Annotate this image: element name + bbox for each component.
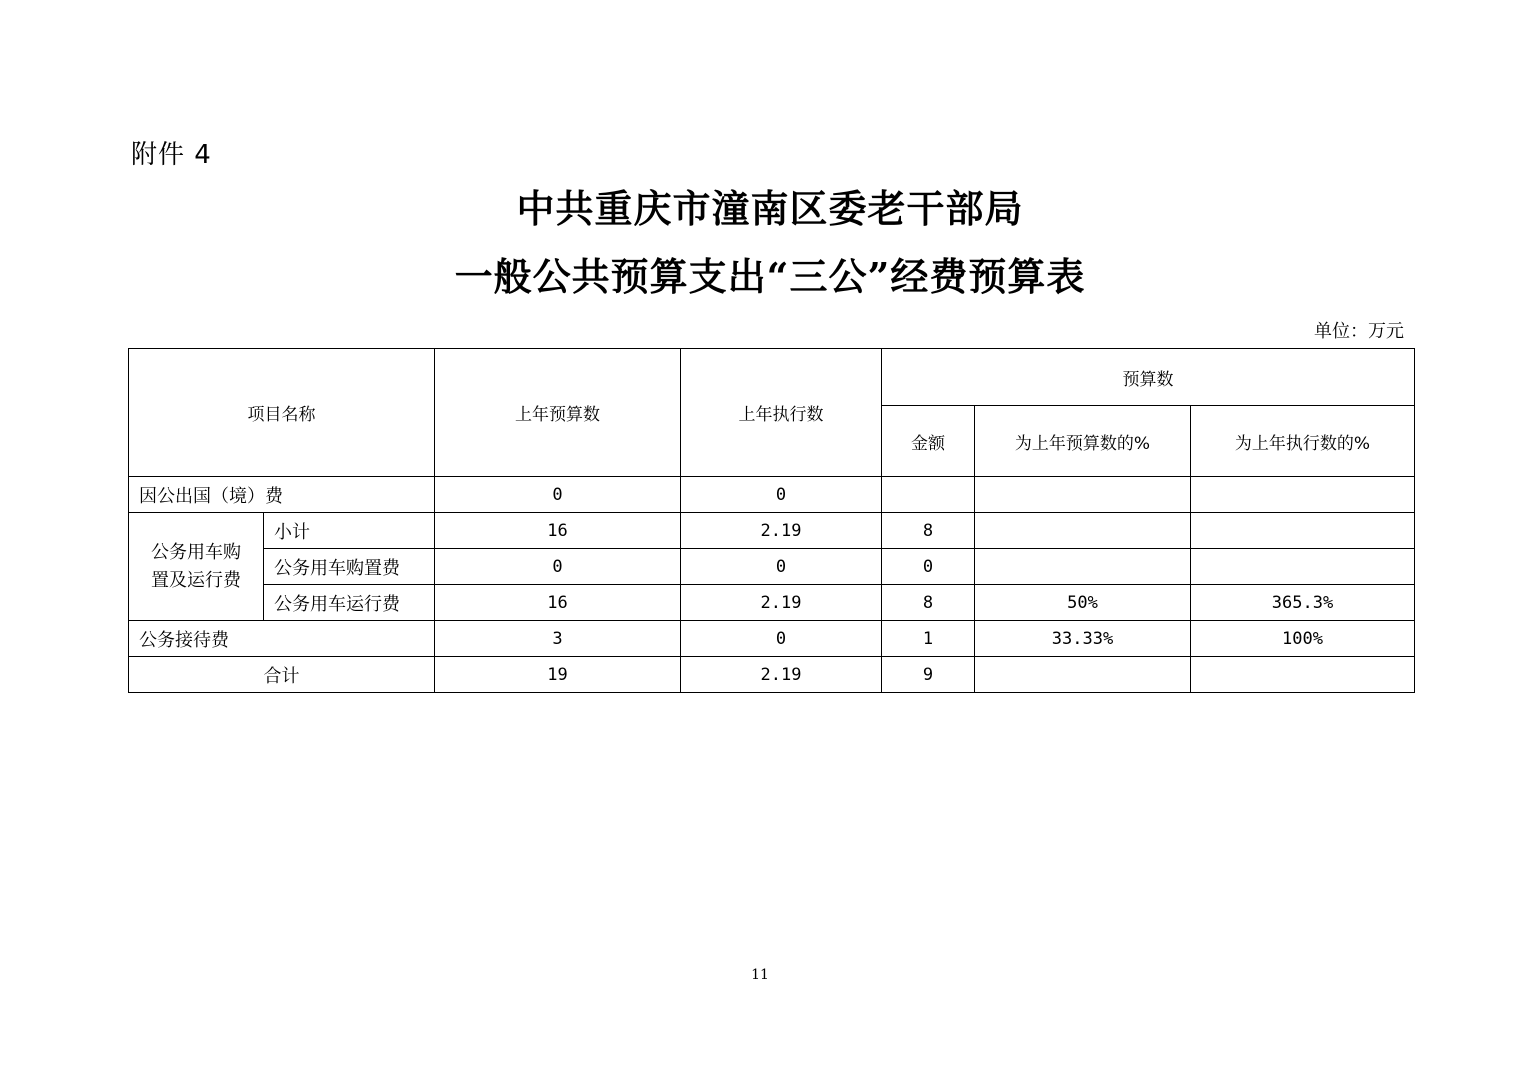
header-last-year-budget: 上年预算数 xyxy=(435,349,681,477)
cell-pct-budget xyxy=(975,477,1191,513)
cell-last-budget: 3 xyxy=(435,621,681,657)
cell-last-exec: 2.19 xyxy=(681,513,882,549)
cell-pct-exec xyxy=(1191,477,1415,513)
table-row xyxy=(129,549,1415,585)
row-name-abroad: 因公出国（境）费 xyxy=(129,477,435,513)
table-row xyxy=(129,513,1415,549)
table-row xyxy=(129,585,1415,621)
cell-last-exec: 0 xyxy=(681,621,882,657)
cell-last-exec: 2.19 xyxy=(681,657,882,693)
cell-pct-budget xyxy=(975,657,1191,693)
table-total-row xyxy=(129,657,1415,693)
header-last-year-execution: 上年执行数 xyxy=(681,349,882,477)
header-item-name: 项目名称 xyxy=(129,349,435,477)
cell-last-budget: 19 xyxy=(435,657,681,693)
row-name-total: 合计 xyxy=(129,657,435,693)
cell-amount: 0 xyxy=(882,549,975,585)
cell-pct-exec xyxy=(1191,549,1415,585)
row-name-vehicle-operation: 公务用车运行费 xyxy=(264,585,435,621)
cell-pct-exec: 100% xyxy=(1191,621,1415,657)
header-amount: 金额 xyxy=(882,406,975,477)
cell-last-exec: 2.19 xyxy=(681,585,882,621)
row-name-vehicle-subtotal: 小计 xyxy=(264,513,435,549)
cell-last-budget: 0 xyxy=(435,477,681,513)
cell-last-budget: 16 xyxy=(435,513,681,549)
header-pct-of-last-execution: 为上年执行数的% xyxy=(1191,406,1415,477)
header-pct-of-last-budget: 为上年预算数的% xyxy=(975,406,1191,477)
row-name-vehicle-purchase: 公务用车购置费 xyxy=(264,549,435,585)
table-row xyxy=(129,621,1415,657)
cell-pct-budget xyxy=(975,513,1191,549)
cell-last-exec: 0 xyxy=(681,549,882,585)
attachment-label: 附件 4 xyxy=(131,140,212,170)
table-header-row xyxy=(129,349,1415,406)
unit-label: 单位：万元 xyxy=(1314,321,1404,342)
cell-amount: 9 xyxy=(882,657,975,693)
cell-pct-budget: 50% xyxy=(975,585,1191,621)
budget-table xyxy=(128,348,1415,693)
cell-amount xyxy=(882,477,975,513)
cell-pct-exec: 365.3% xyxy=(1191,585,1415,621)
document-title-line-2: 一般公共预算支出“三公”经费预算表 xyxy=(454,254,1086,299)
row-group-vehicle: 公务用车购置及运行费 xyxy=(129,513,264,621)
table-row xyxy=(129,477,1415,513)
cell-pct-budget: 33.33% xyxy=(975,621,1191,657)
header-budget-group: 预算数 xyxy=(882,349,1415,406)
cell-last-exec: 0 xyxy=(681,477,882,513)
cell-last-budget: 0 xyxy=(435,549,681,585)
cell-amount: 8 xyxy=(882,585,975,621)
cell-amount: 1 xyxy=(882,621,975,657)
cell-pct-exec xyxy=(1191,657,1415,693)
cell-pct-budget xyxy=(975,549,1191,585)
cell-last-budget: 16 xyxy=(435,585,681,621)
row-name-reception: 公务接待费 xyxy=(129,621,435,657)
cell-pct-exec xyxy=(1191,513,1415,549)
document-title-line-1: 中共重庆市潼南区委老干部局 xyxy=(516,186,1024,231)
page-number: 11 xyxy=(751,967,769,983)
cell-amount: 8 xyxy=(882,513,975,549)
